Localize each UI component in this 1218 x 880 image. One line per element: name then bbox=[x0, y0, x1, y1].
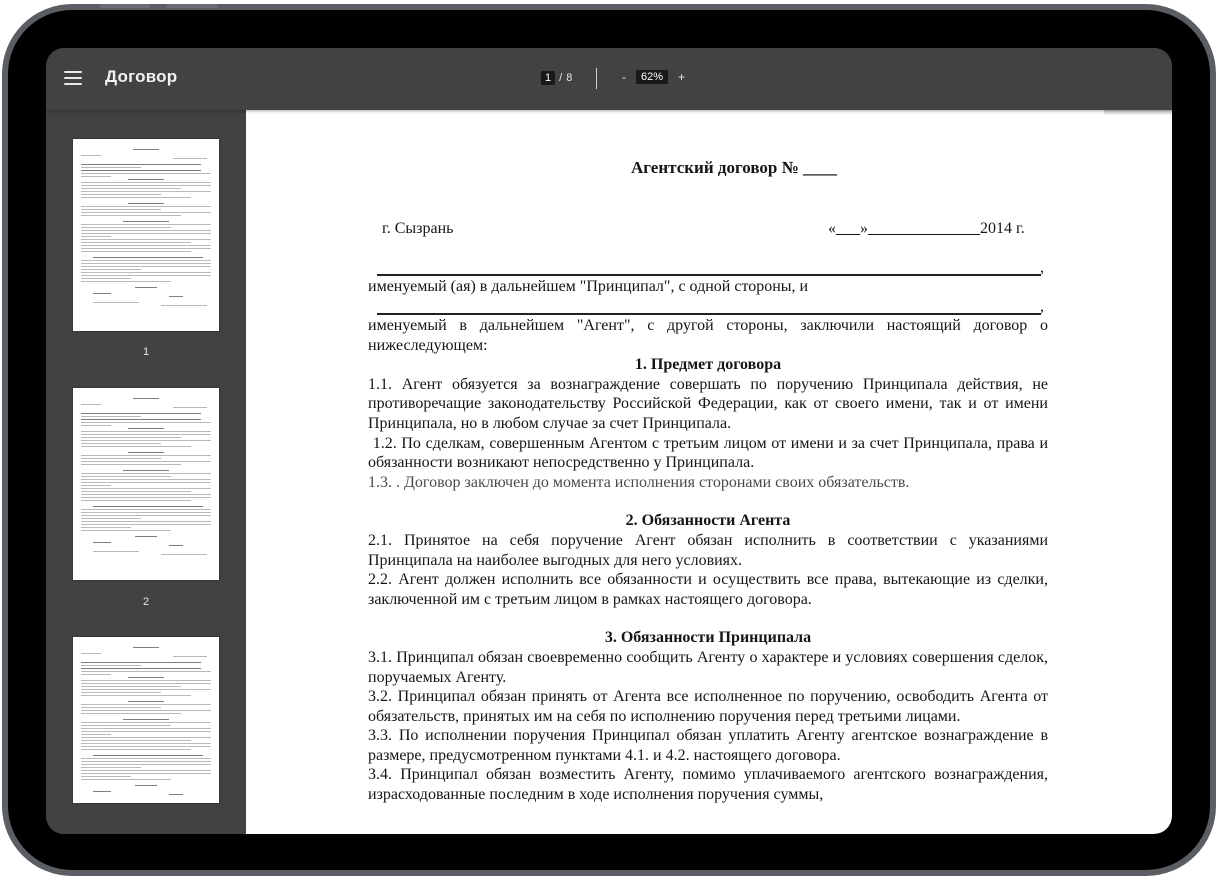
thumbnail-text-line bbox=[81, 278, 131, 279]
date-close-quote: » bbox=[860, 220, 868, 237]
thumbnail-text-line bbox=[81, 689, 211, 690]
zoom-out-button[interactable]: - bbox=[622, 70, 626, 84]
thumbnail-text-line bbox=[81, 155, 101, 156]
zoom-level-input[interactable]: 62% bbox=[636, 70, 668, 84]
thumbnail-text-line bbox=[135, 785, 157, 786]
thumbnail-text-line bbox=[81, 704, 211, 705]
thumbnail-text-line bbox=[81, 422, 211, 423]
thumbnail-text-line bbox=[123, 470, 169, 471]
total-pages: 8 bbox=[566, 72, 573, 84]
page-thumbnail[interactable] bbox=[73, 637, 219, 803]
paragraph: 3.2. Принципал обязан принять от Агента все исполненное по поручению, освободить Агента от обязательств, принятых им на себя по исполнению поручения перед третьими лицами. bbox=[368, 688, 1048, 725]
thumbnail-text-line bbox=[81, 686, 181, 687]
thumbnail-text-line bbox=[93, 506, 203, 507]
thumbnail-text-line bbox=[81, 272, 211, 273]
thumbnail-text-line bbox=[81, 170, 201, 171]
thumbnail-text-line bbox=[81, 728, 211, 729]
thumbnail-text-line bbox=[81, 239, 211, 240]
thumbnail-text-line bbox=[81, 758, 211, 759]
thumbnail-text-line bbox=[81, 485, 111, 486]
contract-date bbox=[828, 220, 1025, 238]
paragraph: 1.3. . Договор заключен до момента исполнения сторонами своих обязательств. bbox=[368, 473, 910, 491]
thumbnail-text-line bbox=[81, 695, 191, 696]
paragraph: именуемый в дальнейшем "Агент", с другой стороны, заключили настоящий договор о нижеследующем: bbox=[368, 317, 1048, 354]
thumbnail-text-line bbox=[81, 194, 161, 195]
thumbnail-text-line bbox=[81, 482, 211, 483]
thumbnail-text-line bbox=[81, 527, 131, 528]
thumbnail-text-line bbox=[81, 515, 211, 516]
thumbnail-text-line bbox=[81, 773, 211, 774]
paragraph: 3.4. Принципал обязан возместить Агенту, помимо уплачиваемого агентского вознаграждения, израсходованные последним в ходе исполнения поручения суммы, bbox=[368, 766, 1048, 804]
thumbnail-text-line bbox=[133, 398, 159, 399]
thumbnail-text-line bbox=[93, 302, 139, 303]
page-thumbnail[interactable] bbox=[73, 388, 219, 580]
thumbnail-text-line bbox=[81, 251, 191, 252]
thumbnail-text-line bbox=[81, 512, 211, 513]
thumbnail-text-line bbox=[93, 257, 203, 258]
thumbnail-text-line bbox=[123, 719, 169, 720]
section-heading: 3. Обязанности Принципала bbox=[604, 629, 812, 647]
page-navigator bbox=[541, 71, 572, 85]
thumbnail-text-line bbox=[81, 767, 141, 768]
thumbnail-text-line bbox=[81, 245, 211, 246]
thumbnail-text-line bbox=[169, 296, 183, 297]
thumbnail-text-line bbox=[81, 209, 161, 210]
thumbnail-text-line bbox=[93, 293, 111, 294]
thumbnail-text-line bbox=[128, 203, 164, 204]
date-year: 2014 г. bbox=[980, 220, 1025, 237]
thumbnail-text-line bbox=[81, 668, 201, 669]
thumbnail-text-line bbox=[81, 191, 211, 192]
thumbnail-text-line bbox=[81, 419, 201, 420]
thumbnail-text-line bbox=[81, 497, 211, 498]
thumbnail-text-line bbox=[81, 749, 191, 750]
thumbnail-text-line bbox=[81, 509, 211, 510]
thumbnail-text-line bbox=[81, 458, 161, 459]
blank-comma: , bbox=[1040, 259, 1044, 276]
paragraph: 2.1. Принятое на себя поручение Агент обязан исполнить в соответствии с указаниями Принципала на наиболее выгодных для него условиях. bbox=[368, 531, 1048, 569]
volume-button bbox=[167, 4, 217, 8]
thumbnail-text-line bbox=[81, 437, 181, 438]
thumbnail-text-line bbox=[81, 248, 211, 249]
thumbnail-text-line bbox=[81, 473, 211, 474]
thumbnail-text-line bbox=[81, 725, 171, 726]
document-page bbox=[246, 110, 1172, 834]
paragraph: 1.2. По сделкам, совершенным Агентом с третьим лицом от имени и за счет Принципала, права и обязанности возникают непосредственно у Принципала. bbox=[368, 434, 1053, 472]
thumbnail-text-line bbox=[81, 434, 211, 435]
thumbnail-text-line bbox=[81, 164, 201, 165]
thumbnail-text-line bbox=[81, 671, 211, 672]
thumbnail-text-line bbox=[81, 281, 171, 282]
thumbnail-text-line bbox=[81, 746, 211, 747]
thumbnail-text-line bbox=[81, 416, 141, 417]
thumbnail-text-line bbox=[81, 653, 101, 654]
thumbnail-text-line bbox=[81, 446, 191, 447]
contract-title: Агентский договор № ____ bbox=[631, 158, 837, 177]
thumbnail-text-line bbox=[161, 305, 207, 306]
page-edge-shadow bbox=[1104, 110, 1172, 116]
thumbnail-text-line bbox=[81, 404, 101, 405]
principal-clause bbox=[368, 277, 1048, 297]
thumbnail-text-line bbox=[81, 674, 111, 675]
thumbnail-text-line bbox=[81, 491, 191, 492]
zoom-in-button[interactable]: + bbox=[678, 70, 686, 84]
thumbnail-text-line bbox=[161, 554, 207, 555]
thumbnail-text-line bbox=[93, 551, 139, 552]
thumbnail-text-line bbox=[81, 731, 211, 732]
thumbnail-text-line bbox=[81, 737, 211, 738]
thumbnail-text-line bbox=[81, 461, 211, 462]
thumbnail-text-line bbox=[81, 167, 141, 168]
date-open-quote: « bbox=[828, 220, 836, 237]
zoom-controls bbox=[618, 70, 689, 84]
toolbar-divider bbox=[596, 68, 597, 89]
thumbnail-text-line bbox=[81, 431, 211, 432]
thumbnail-text-line bbox=[81, 710, 211, 711]
thumbnail-text-line bbox=[81, 236, 111, 237]
thumbnail-text-line bbox=[81, 260, 211, 261]
current-page-input[interactable]: 1 bbox=[541, 71, 555, 85]
thumbnail-text-line bbox=[81, 275, 211, 276]
thumbnail-text-line bbox=[93, 542, 111, 543]
paragraph: 1.1. Агент обязуется за вознаграждение совершать по поручению Принципала действия, не противоречащие законодательству Российской Федерации, как от своего имени, так и от имени Принципала, но в любом случае за счет Принципала. bbox=[368, 375, 1048, 432]
section-heading: 1. Предмет договора bbox=[634, 356, 782, 374]
thumbnail-text-line bbox=[81, 770, 211, 771]
thumbnail-text-line bbox=[81, 743, 211, 744]
paragraph: именуемый (ая) в дальнейшем "Принципал", с одной стороны, и bbox=[368, 278, 809, 295]
thumbnail-page-number: 2 bbox=[142, 596, 150, 608]
thumbnail-text-line bbox=[81, 518, 141, 519]
thumbnail-text-line bbox=[81, 476, 171, 477]
thumbnail-text-line bbox=[128, 428, 164, 429]
thumbnail-text-line bbox=[81, 779, 171, 780]
thumbnail-text-line bbox=[81, 413, 201, 414]
page-separator: / bbox=[559, 72, 563, 84]
thumbnail-text-line bbox=[81, 761, 211, 762]
pdf-viewer-screen bbox=[46, 48, 1172, 834]
thumbnail-text-line bbox=[123, 221, 169, 222]
principal-name-blank bbox=[377, 274, 1041, 276]
thumbnail-text-line bbox=[81, 233, 211, 234]
thumbnail-text-line bbox=[128, 701, 164, 702]
thumbnail-text-line bbox=[169, 794, 183, 795]
thumbnail-text-line bbox=[81, 740, 191, 741]
hamburger-menu-icon[interactable] bbox=[64, 70, 84, 86]
toolbar bbox=[46, 48, 1172, 110]
thumbnail-text-line bbox=[133, 647, 159, 648]
thumbnail-text-line bbox=[81, 500, 191, 501]
thumbnail-text-line bbox=[81, 464, 181, 465]
thumbnail-text-line bbox=[135, 536, 157, 537]
thumbnail-text-line bbox=[81, 764, 211, 765]
thumbnail-text-line bbox=[81, 707, 161, 708]
thumbnail-text-line bbox=[81, 224, 211, 225]
document-title: Договор bbox=[105, 67, 178, 86]
thumbnail-text-line bbox=[81, 173, 211, 174]
thumbnail-text-line bbox=[81, 665, 141, 666]
thumbnail-text-line bbox=[81, 455, 211, 456]
thumbnail-text-line bbox=[81, 182, 211, 183]
thumbnail-text-line bbox=[81, 488, 211, 489]
thumbnail-text-line bbox=[81, 185, 211, 186]
thumbnail-text-line bbox=[128, 452, 164, 453]
contract-city: г. Сызрань bbox=[382, 220, 454, 237]
thumbnail-text-line bbox=[81, 269, 141, 270]
thumbnail-text-line bbox=[93, 755, 203, 756]
thumbnail-text-line bbox=[81, 188, 181, 189]
thumbnail-text-line bbox=[133, 149, 159, 150]
thumbnail-text-line bbox=[81, 722, 211, 723]
thumbnail-text-line bbox=[81, 680, 211, 681]
paragraph: 3.3. По исполнении поручения Принципал обязан уплатить Агенту агентское вознаграждение в размере, предусмотренном пунктами 4.1. и 4.2. настоящего договора. bbox=[368, 727, 1048, 764]
section-heading: 2. Обязанности Агента bbox=[625, 512, 791, 530]
thumbnail-page-number: 1 bbox=[142, 346, 150, 358]
thumbnail-text-line bbox=[81, 212, 211, 213]
thumbnail-text-line bbox=[81, 521, 211, 522]
thumbnail-text-line bbox=[81, 713, 181, 714]
blank-comma: , bbox=[1040, 298, 1044, 315]
thumbnail-text-line bbox=[81, 197, 191, 198]
contract-body bbox=[368, 316, 1053, 805]
thumbnail-text-line bbox=[81, 425, 111, 426]
thumbnail-text-line bbox=[81, 266, 211, 267]
thumbnail-text-line bbox=[81, 662, 201, 663]
thumbnail-text-line bbox=[81, 440, 211, 441]
thumbnail-text-line bbox=[81, 479, 211, 480]
thumbnail-text-line bbox=[81, 215, 181, 216]
paragraph: 3.1. Принципал обязан своевременно сообщить Агенту о характере и условиях совершения сделок, поручаемых Агенту. bbox=[368, 648, 1048, 686]
thumbnail-text-line bbox=[81, 230, 211, 231]
thumbnail-text-line bbox=[81, 692, 161, 693]
thumbnail-text-line bbox=[81, 206, 211, 207]
thumbnail-text-line bbox=[93, 791, 111, 792]
thumbnail-text-line bbox=[135, 287, 157, 288]
thumbnail-text-line bbox=[81, 227, 171, 228]
thumbnail-text-line bbox=[81, 683, 211, 684]
thumbnail-text-line bbox=[81, 242, 191, 243]
thumbnail-text-line bbox=[173, 656, 207, 657]
thumbnail-text-line bbox=[128, 677, 164, 678]
volume-button bbox=[100, 4, 150, 8]
thumbnail-sidebar[interactable] bbox=[46, 110, 246, 834]
thumbnail-text-line bbox=[81, 530, 171, 531]
thumbnail-text-line bbox=[81, 524, 211, 525]
thumbnail-text-line bbox=[81, 776, 131, 777]
paragraph: 2.2. Агент должен исполнить все обязанности и осуществить все права, вытекающие из сделки, заключенной им с третьим лицом в рамках настоящего договора. bbox=[368, 571, 1048, 608]
thumbnail-text-line bbox=[81, 443, 161, 444]
date-month-blank: ______________ bbox=[868, 220, 980, 237]
thumbnail-text-line bbox=[81, 494, 211, 495]
thumbnail-text-line bbox=[128, 179, 164, 180]
page-thumbnail[interactable] bbox=[73, 139, 219, 331]
document-viewer[interactable] bbox=[246, 110, 1172, 834]
thumbnail-text-line bbox=[81, 176, 111, 177]
thumbnail-text-line bbox=[173, 158, 207, 159]
thumbnail-text-line bbox=[81, 263, 211, 264]
date-day-blank: ___ bbox=[836, 220, 860, 237]
thumbnail-text-line bbox=[173, 407, 207, 408]
agent-name-blank bbox=[377, 313, 1041, 315]
thumbnail-text-line bbox=[81, 734, 111, 735]
thumbnail-text-line bbox=[169, 545, 183, 546]
